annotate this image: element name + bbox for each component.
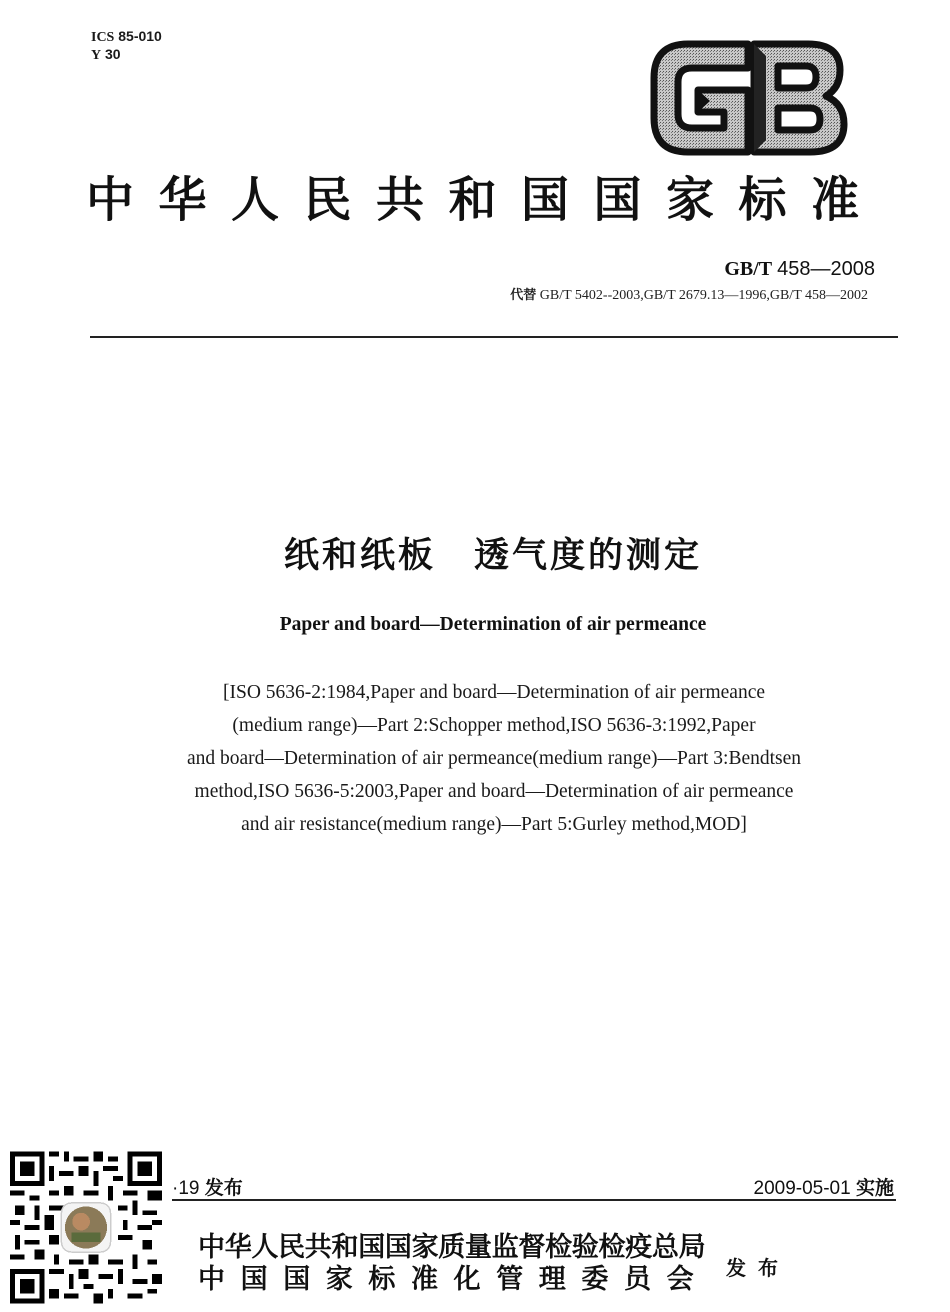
document-title-chinese: 纸和纸板 透气度的测定 <box>283 536 702 576</box>
iso-reference-line: (medium range)—Part 2:Schopper method,ISO 5636-3:1992,Paper <box>232 715 756 736</box>
header-divider <box>90 336 898 338</box>
gb-logo-icon <box>648 38 848 158</box>
class-code: Y 30 <box>91 46 121 63</box>
issuer-sac: 中国国家标准化管理委员会 <box>198 1264 710 1295</box>
iso-reference-line: method,ISO 5636-5:2003,Paper and board—Determination of air permeance <box>194 781 794 802</box>
iso-reference-line: and air resistance(medium range)—Part 5:Gurley method,MOD] <box>241 814 747 835</box>
standard-number: GB/T 458—2008 <box>724 258 875 280</box>
ics-code: ICS 85-010 <box>91 28 162 45</box>
footer-divider <box>172 1199 896 1201</box>
qr-code-icon[interactable] <box>10 1150 162 1305</box>
implementation-date: 2009-05-01 实施 <box>753 1177 894 1199</box>
classification-codes <box>91 28 162 64</box>
publish-label: 发布 <box>726 1256 790 1280</box>
iso-reference-line: and board—Determination of air permeance(medium range)—Part 3:Bendtsen <box>186 748 802 769</box>
iso-reference-line: [ISO 5636-2:1984,Paper and board—Determination of air permeance <box>222 682 766 703</box>
national-standard-title: 中华人民共和国国家标准 <box>86 172 884 228</box>
iso-reference <box>84 676 904 841</box>
issuing-authorities <box>198 1232 709 1296</box>
issue-date: ·19 发布 <box>172 1177 243 1199</box>
document-title-english: Paper and board—Determination of air permeance <box>279 614 707 635</box>
replaces-line: 代替 GB/T 5402--2003,GB/T 2679.13—1996,GB/T 458—2002 <box>510 288 868 303</box>
issuer-aqsiq: 中华人民共和国国家质量监督检验检疫总局 <box>198 1232 706 1263</box>
